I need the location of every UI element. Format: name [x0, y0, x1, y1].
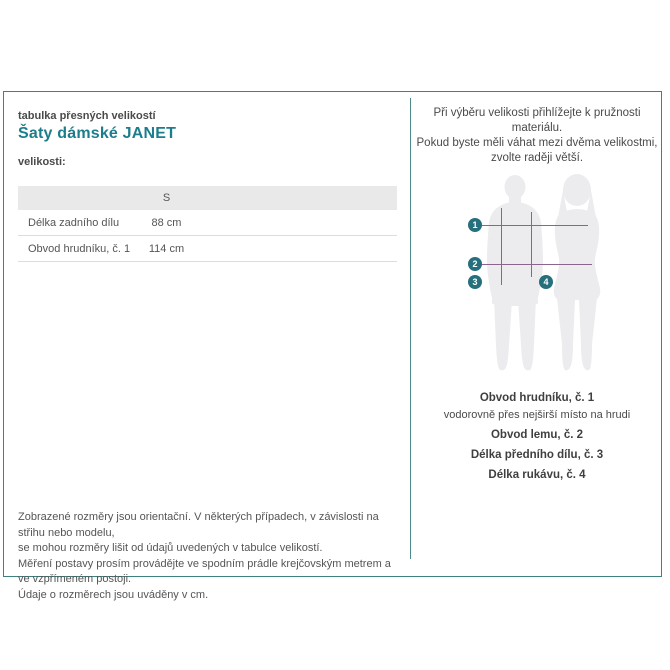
- advice-line: zvolte raději větší.: [490, 152, 584, 164]
- size-figures-illustration: [440, 168, 670, 378]
- legend-caption: vodorovně přes nejširší místo na hrudi: [443, 409, 631, 421]
- footnote-line: Měření postavy prosím provádějte ve spodním prádle krejčovským metrem a ve vzpřímeném postoji.: [18, 557, 391, 585]
- panel-divider: [410, 98, 411, 559]
- size-table: [18, 186, 397, 262]
- measure-line-4: [531, 212, 532, 277]
- measure-badge-2: 2: [468, 257, 482, 271]
- measure-line-3: [501, 208, 502, 285]
- legend-label: Délka rukávu, č. 4: [488, 469, 586, 481]
- measurement-label: Délka zadního dílu: [28, 216, 120, 229]
- table-subtitle: tabulka přesných velikostí: [18, 110, 156, 122]
- measure-badge-4: 4: [539, 275, 553, 289]
- measurement-value: 88 cm: [151, 216, 182, 229]
- measure-line-2: [481, 264, 592, 265]
- legend-label: Obvod hrudníku, č. 1: [479, 392, 595, 404]
- table-row: [18, 236, 397, 262]
- sizes-label: velikosti:: [18, 156, 66, 168]
- measurement-value: 114 cm: [148, 242, 185, 255]
- legend-entry: [411, 468, 663, 482]
- advice-line: Při výběru velikosti přihlížejte k pružnosti materiálu.: [433, 107, 641, 134]
- size-column-header: S: [162, 192, 171, 204]
- measure-line-1: [481, 225, 588, 226]
- measure-legend: [411, 391, 663, 488]
- footnote-line: Údaje o rozměrech jsou uváděny v cm.: [18, 588, 209, 601]
- legend-label: Obvod lemu, č. 2: [490, 429, 584, 441]
- footnote-line: se mohou rozměry lišit od údajů uvedených v tabulce velikostí.: [18, 542, 323, 554]
- product-title: Šaty dámské JANET: [18, 125, 177, 142]
- legend-entry: [411, 391, 663, 422]
- footnote-line: Zobrazené rozměry jsou orientační. V některých případech, v závislosti na střihu nebo modelu,: [18, 511, 379, 539]
- legend-label: Délka předního dílu, č. 3: [470, 449, 604, 461]
- measurement-label: Obvod hrudníku, č. 1: [28, 242, 131, 255]
- size-advice: [411, 106, 663, 166]
- measure-badge-3: 3: [468, 275, 482, 289]
- legend-entry: [411, 428, 663, 442]
- measure-badge-1: 1: [468, 218, 482, 232]
- advice-line: Pokud byste měli váhat mezi dvěma velikostmi,: [416, 137, 658, 149]
- footnote: [18, 510, 403, 603]
- legend-entry: [411, 448, 663, 462]
- size-table-header-row: [18, 186, 397, 210]
- table-row: [18, 210, 397, 236]
